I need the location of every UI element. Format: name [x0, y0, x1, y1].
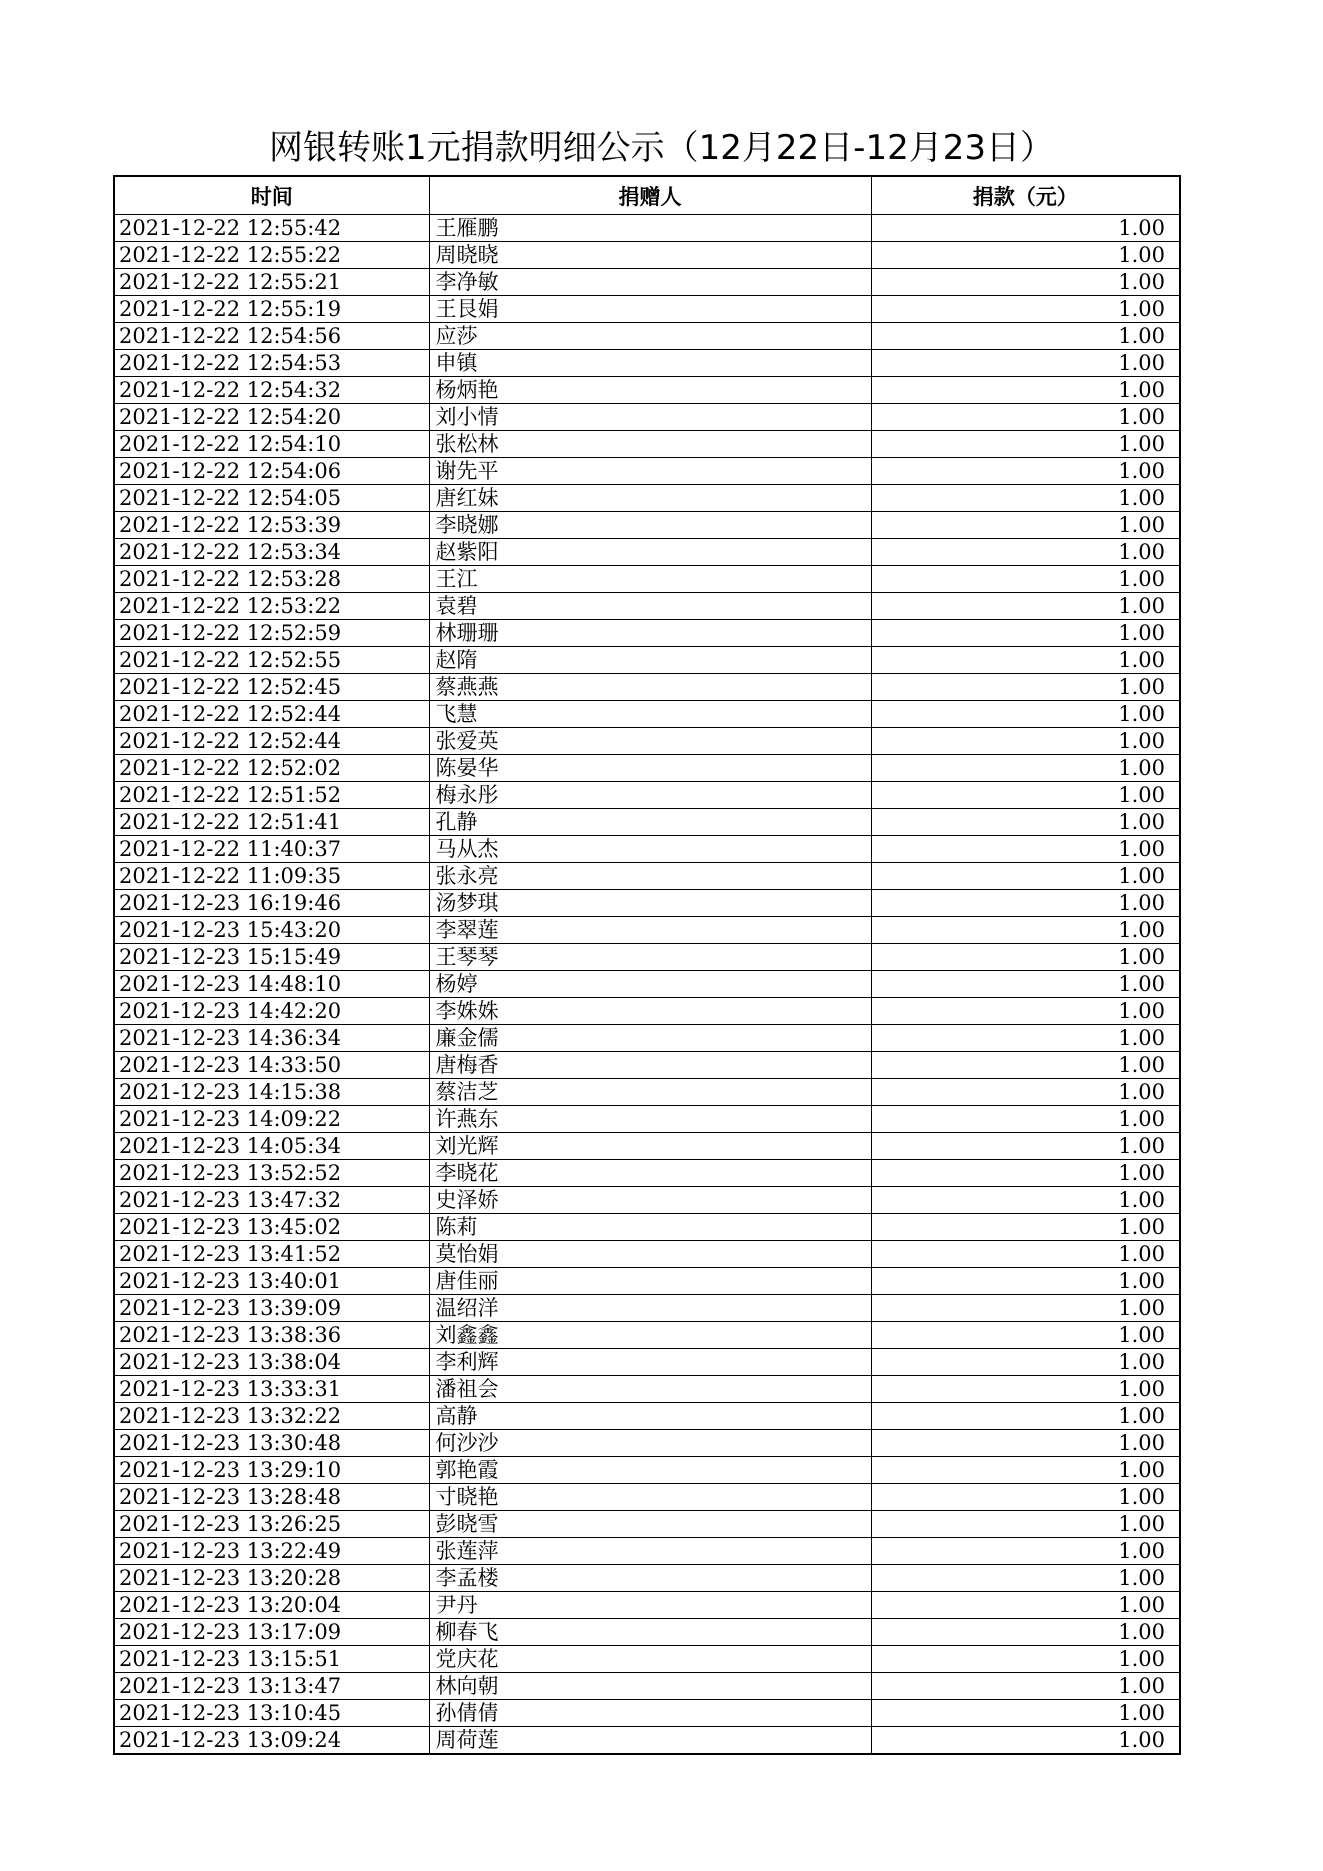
cell-donor: 李晓花 — [429, 1160, 871, 1187]
table-row — [114, 350, 1180, 377]
cell-donor: 孙倩倩 — [429, 1700, 871, 1727]
cell-donor: 何沙沙 — [429, 1430, 871, 1457]
table-row — [114, 620, 1180, 647]
table-row — [114, 890, 1180, 917]
cell-amount: 1.00 — [871, 1565, 1180, 1592]
table-row — [114, 1268, 1180, 1295]
cell-time: 2021-12-22 12:52:55 — [114, 647, 429, 674]
table-row — [114, 296, 1180, 323]
cell-donor: 蔡洁芝 — [429, 1079, 871, 1106]
table-row — [114, 1079, 1180, 1106]
cell-time: 2021-12-23 13:28:48 — [114, 1484, 429, 1511]
cell-time: 2021-12-22 11:40:37 — [114, 836, 429, 863]
cell-donor: 高静 — [429, 1403, 871, 1430]
cell-time: 2021-12-23 14:36:34 — [114, 1025, 429, 1052]
table-row — [114, 917, 1180, 944]
cell-time: 2021-12-23 14:15:38 — [114, 1079, 429, 1106]
cell-time: 2021-12-22 12:55:22 — [114, 242, 429, 269]
cell-amount: 1.00 — [871, 782, 1180, 809]
cell-amount: 1.00 — [871, 242, 1180, 269]
cell-amount: 1.00 — [871, 1619, 1180, 1646]
column-header-donor: 捐赠人 — [429, 176, 871, 215]
cell-amount: 1.00 — [871, 323, 1180, 350]
cell-amount: 1.00 — [871, 1160, 1180, 1187]
cell-donor: 谢先平 — [429, 458, 871, 485]
cell-donor: 杨炳艳 — [429, 377, 871, 404]
cell-amount: 1.00 — [871, 1295, 1180, 1322]
cell-donor: 梅永彤 — [429, 782, 871, 809]
cell-amount: 1.00 — [871, 647, 1180, 674]
cell-time: 2021-12-22 12:55:21 — [114, 269, 429, 296]
cell-time: 2021-12-22 12:51:52 — [114, 782, 429, 809]
table-row — [114, 863, 1180, 890]
cell-time: 2021-12-22 12:54:06 — [114, 458, 429, 485]
cell-donor: 周晓晓 — [429, 242, 871, 269]
cell-amount: 1.00 — [871, 404, 1180, 431]
cell-donor: 林向朝 — [429, 1673, 871, 1700]
cell-donor: 张莲萍 — [429, 1538, 871, 1565]
cell-amount: 1.00 — [871, 1700, 1180, 1727]
cell-amount: 1.00 — [871, 1457, 1180, 1484]
cell-donor: 周荷莲 — [429, 1727, 871, 1755]
cell-amount: 1.00 — [871, 809, 1180, 836]
cell-time: 2021-12-23 13:20:04 — [114, 1592, 429, 1619]
cell-donor: 王艮娟 — [429, 296, 871, 323]
cell-time: 2021-12-22 12:52:45 — [114, 674, 429, 701]
cell-donor: 王雁鹏 — [429, 215, 871, 242]
cell-time: 2021-12-23 13:41:52 — [114, 1241, 429, 1268]
cell-time: 2021-12-22 12:53:34 — [114, 539, 429, 566]
cell-time: 2021-12-23 13:29:10 — [114, 1457, 429, 1484]
cell-donor: 张爱英 — [429, 728, 871, 755]
cell-donor: 应莎 — [429, 323, 871, 350]
cell-time: 2021-12-23 13:40:01 — [114, 1268, 429, 1295]
table-row — [114, 701, 1180, 728]
cell-time: 2021-12-23 13:38:36 — [114, 1322, 429, 1349]
table-row — [114, 971, 1180, 998]
cell-time: 2021-12-22 12:54:32 — [114, 377, 429, 404]
table-row — [114, 1376, 1180, 1403]
table-row — [114, 485, 1180, 512]
cell-donor: 孔静 — [429, 809, 871, 836]
cell-amount: 1.00 — [871, 1376, 1180, 1403]
cell-donor: 申镇 — [429, 350, 871, 377]
cell-amount: 1.00 — [871, 701, 1180, 728]
cell-donor: 唐梅香 — [429, 1052, 871, 1079]
cell-amount: 1.00 — [871, 1241, 1180, 1268]
cell-donor: 李净敏 — [429, 269, 871, 296]
table-row — [114, 539, 1180, 566]
cell-amount: 1.00 — [871, 971, 1180, 998]
cell-amount: 1.00 — [871, 458, 1180, 485]
cell-amount: 1.00 — [871, 1727, 1180, 1755]
table-row — [114, 1160, 1180, 1187]
cell-donor: 陈晏华 — [429, 755, 871, 782]
cell-time: 2021-12-23 13:15:51 — [114, 1646, 429, 1673]
cell-time: 2021-12-22 12:53:22 — [114, 593, 429, 620]
cell-time: 2021-12-22 12:52:44 — [114, 728, 429, 755]
cell-donor: 张永亮 — [429, 863, 871, 890]
cell-donor: 寸晓艳 — [429, 1484, 871, 1511]
cell-donor: 李利辉 — [429, 1349, 871, 1376]
table-row — [114, 755, 1180, 782]
cell-donor: 袁碧 — [429, 593, 871, 620]
cell-donor: 马从杰 — [429, 836, 871, 863]
cell-time: 2021-12-22 12:54:05 — [114, 485, 429, 512]
cell-amount: 1.00 — [871, 485, 1180, 512]
cell-time: 2021-12-23 14:33:50 — [114, 1052, 429, 1079]
page-title: 网银转账1元捐款明细公示（12月22日-12月23日） — [269, 128, 1054, 168]
cell-donor: 莫怡娟 — [429, 1241, 871, 1268]
cell-time: 2021-12-22 12:52:44 — [114, 701, 429, 728]
cell-time: 2021-12-23 15:43:20 — [114, 917, 429, 944]
cell-donor: 李晓娜 — [429, 512, 871, 539]
table-row — [114, 1511, 1180, 1538]
cell-donor: 汤梦琪 — [429, 890, 871, 917]
cell-amount: 1.00 — [871, 1592, 1180, 1619]
cell-donor: 唐佳丽 — [429, 1268, 871, 1295]
cell-donor: 许燕东 — [429, 1106, 871, 1133]
table-row — [114, 242, 1180, 269]
cell-donor: 杨婷 — [429, 971, 871, 998]
table-row — [114, 1214, 1180, 1241]
cell-amount: 1.00 — [871, 998, 1180, 1025]
table-row — [114, 1187, 1180, 1214]
cell-time: 2021-12-22 12:52:02 — [114, 755, 429, 782]
cell-amount: 1.00 — [871, 1349, 1180, 1376]
cell-amount: 1.00 — [871, 1133, 1180, 1160]
cell-time: 2021-12-23 13:32:22 — [114, 1403, 429, 1430]
cell-amount: 1.00 — [871, 1079, 1180, 1106]
cell-amount: 1.00 — [871, 1052, 1180, 1079]
cell-amount: 1.00 — [871, 1025, 1180, 1052]
cell-amount: 1.00 — [871, 1403, 1180, 1430]
table-row — [114, 728, 1180, 755]
table-row — [114, 674, 1180, 701]
cell-donor: 彭晓雪 — [429, 1511, 871, 1538]
cell-donor: 林珊珊 — [429, 620, 871, 647]
donation-table — [113, 175, 1181, 1755]
cell-amount: 1.00 — [871, 1106, 1180, 1133]
column-header-time: 时间 — [114, 176, 429, 215]
table-row — [114, 269, 1180, 296]
cell-donor: 王琴琴 — [429, 944, 871, 971]
table-row — [114, 1484, 1180, 1511]
cell-donor: 赵隋 — [429, 647, 871, 674]
cell-amount: 1.00 — [871, 269, 1180, 296]
cell-time: 2021-12-23 14:48:10 — [114, 971, 429, 998]
cell-donor: 柳春飞 — [429, 1619, 871, 1646]
cell-donor: 赵紫阳 — [429, 539, 871, 566]
cell-amount: 1.00 — [871, 1538, 1180, 1565]
cell-amount: 1.00 — [871, 566, 1180, 593]
cell-time: 2021-12-23 13:39:09 — [114, 1295, 429, 1322]
cell-time: 2021-12-22 12:54:20 — [114, 404, 429, 431]
cell-donor: 李姝姝 — [429, 998, 871, 1025]
cell-time: 2021-12-22 11:09:35 — [114, 863, 429, 890]
cell-amount: 1.00 — [871, 890, 1180, 917]
cell-donor: 党庆花 — [429, 1646, 871, 1673]
table-row — [114, 998, 1180, 1025]
cell-amount: 1.00 — [871, 674, 1180, 701]
table-row — [114, 1025, 1180, 1052]
table-row — [114, 809, 1180, 836]
cell-time: 2021-12-22 12:53:28 — [114, 566, 429, 593]
cell-donor: 王江 — [429, 566, 871, 593]
cell-donor: 唐红妹 — [429, 485, 871, 512]
cell-amount: 1.00 — [871, 1511, 1180, 1538]
table-row — [114, 1295, 1180, 1322]
cell-amount: 1.00 — [871, 377, 1180, 404]
cell-time: 2021-12-23 14:05:34 — [114, 1133, 429, 1160]
cell-amount: 1.00 — [871, 755, 1180, 782]
table-row — [114, 377, 1180, 404]
cell-time: 2021-12-23 13:45:02 — [114, 1214, 429, 1241]
cell-amount: 1.00 — [871, 863, 1180, 890]
cell-time: 2021-12-23 14:09:22 — [114, 1106, 429, 1133]
cell-donor: 飞慧 — [429, 701, 871, 728]
table-row — [114, 1673, 1180, 1700]
table-row — [114, 1052, 1180, 1079]
cell-time: 2021-12-23 16:19:46 — [114, 890, 429, 917]
cell-donor: 潘祖会 — [429, 1376, 871, 1403]
cell-time: 2021-12-22 12:55:19 — [114, 296, 429, 323]
cell-time: 2021-12-22 12:51:41 — [114, 809, 429, 836]
table-row — [114, 215, 1180, 242]
cell-amount: 1.00 — [871, 917, 1180, 944]
table-row — [114, 1565, 1180, 1592]
table-row — [114, 431, 1180, 458]
cell-amount: 1.00 — [871, 512, 1180, 539]
cell-amount: 1.00 — [871, 1268, 1180, 1295]
table-row — [114, 458, 1180, 485]
cell-time: 2021-12-22 12:53:39 — [114, 512, 429, 539]
cell-donor: 李翠莲 — [429, 917, 871, 944]
cell-amount: 1.00 — [871, 836, 1180, 863]
cell-donor: 刘光辉 — [429, 1133, 871, 1160]
table-row — [114, 1592, 1180, 1619]
cell-amount: 1.00 — [871, 296, 1180, 323]
table-row — [114, 404, 1180, 431]
cell-donor: 李孟楼 — [429, 1565, 871, 1592]
table-row — [114, 1727, 1180, 1755]
cell-time: 2021-12-22 12:54:53 — [114, 350, 429, 377]
cell-amount: 1.00 — [871, 620, 1180, 647]
cell-time: 2021-12-23 13:47:32 — [114, 1187, 429, 1214]
column-header-amount: 捐款（元） — [871, 176, 1180, 215]
cell-donor: 刘小情 — [429, 404, 871, 431]
table-row — [114, 512, 1180, 539]
table-row — [114, 836, 1180, 863]
table-row — [114, 566, 1180, 593]
cell-time: 2021-12-23 13:10:45 — [114, 1700, 429, 1727]
table-row — [114, 323, 1180, 350]
table-row — [114, 1538, 1180, 1565]
cell-donor: 张松林 — [429, 431, 871, 458]
cell-amount: 1.00 — [871, 350, 1180, 377]
table-row — [114, 1430, 1180, 1457]
cell-time: 2021-12-22 12:54:56 — [114, 323, 429, 350]
cell-time: 2021-12-23 13:22:49 — [114, 1538, 429, 1565]
cell-donor: 蔡燕燕 — [429, 674, 871, 701]
cell-time: 2021-12-22 12:52:59 — [114, 620, 429, 647]
cell-amount: 1.00 — [871, 215, 1180, 242]
cell-donor: 温绍洋 — [429, 1295, 871, 1322]
table-row — [114, 647, 1180, 674]
cell-amount: 1.00 — [871, 1484, 1180, 1511]
cell-time: 2021-12-23 13:26:25 — [114, 1511, 429, 1538]
table-row — [114, 593, 1180, 620]
cell-time: 2021-12-23 15:15:49 — [114, 944, 429, 971]
cell-donor: 尹丹 — [429, 1592, 871, 1619]
cell-donor: 廉金儒 — [429, 1025, 871, 1052]
cell-amount: 1.00 — [871, 1430, 1180, 1457]
cell-donor: 刘鑫鑫 — [429, 1322, 871, 1349]
table-row — [114, 944, 1180, 971]
cell-amount: 1.00 — [871, 593, 1180, 620]
table-row — [114, 1700, 1180, 1727]
cell-time: 2021-12-23 14:42:20 — [114, 998, 429, 1025]
cell-amount: 1.00 — [871, 1322, 1180, 1349]
cell-amount: 1.00 — [871, 431, 1180, 458]
cell-donor: 郭艳霞 — [429, 1457, 871, 1484]
table-row — [114, 1403, 1180, 1430]
cell-time: 2021-12-23 13:13:47 — [114, 1673, 429, 1700]
cell-time: 2021-12-23 13:20:28 — [114, 1565, 429, 1592]
table-row — [114, 1646, 1180, 1673]
cell-amount: 1.00 — [871, 539, 1180, 566]
cell-time: 2021-12-22 12:55:42 — [114, 215, 429, 242]
table-row — [114, 782, 1180, 809]
cell-amount: 1.00 — [871, 1214, 1180, 1241]
table-row — [114, 1106, 1180, 1133]
table-row — [114, 1349, 1180, 1376]
table-header-row — [114, 176, 1180, 215]
cell-time: 2021-12-22 12:54:10 — [114, 431, 429, 458]
table-row — [114, 1457, 1180, 1484]
cell-amount: 1.00 — [871, 728, 1180, 755]
cell-time: 2021-12-23 13:33:31 — [114, 1376, 429, 1403]
cell-time: 2021-12-23 13:17:09 — [114, 1619, 429, 1646]
table-row — [114, 1322, 1180, 1349]
cell-amount: 1.00 — [871, 944, 1180, 971]
table-row — [114, 1619, 1180, 1646]
cell-amount: 1.00 — [871, 1646, 1180, 1673]
cell-time: 2021-12-23 13:52:52 — [114, 1160, 429, 1187]
cell-amount: 1.00 — [871, 1187, 1180, 1214]
cell-amount: 1.00 — [871, 1673, 1180, 1700]
cell-donor: 史泽娇 — [429, 1187, 871, 1214]
cell-time: 2021-12-23 13:30:48 — [114, 1430, 429, 1457]
cell-donor: 陈莉 — [429, 1214, 871, 1241]
table-row — [114, 1133, 1180, 1160]
table-row — [114, 1241, 1180, 1268]
cell-time: 2021-12-23 13:38:04 — [114, 1349, 429, 1376]
cell-time: 2021-12-23 13:09:24 — [114, 1727, 429, 1755]
